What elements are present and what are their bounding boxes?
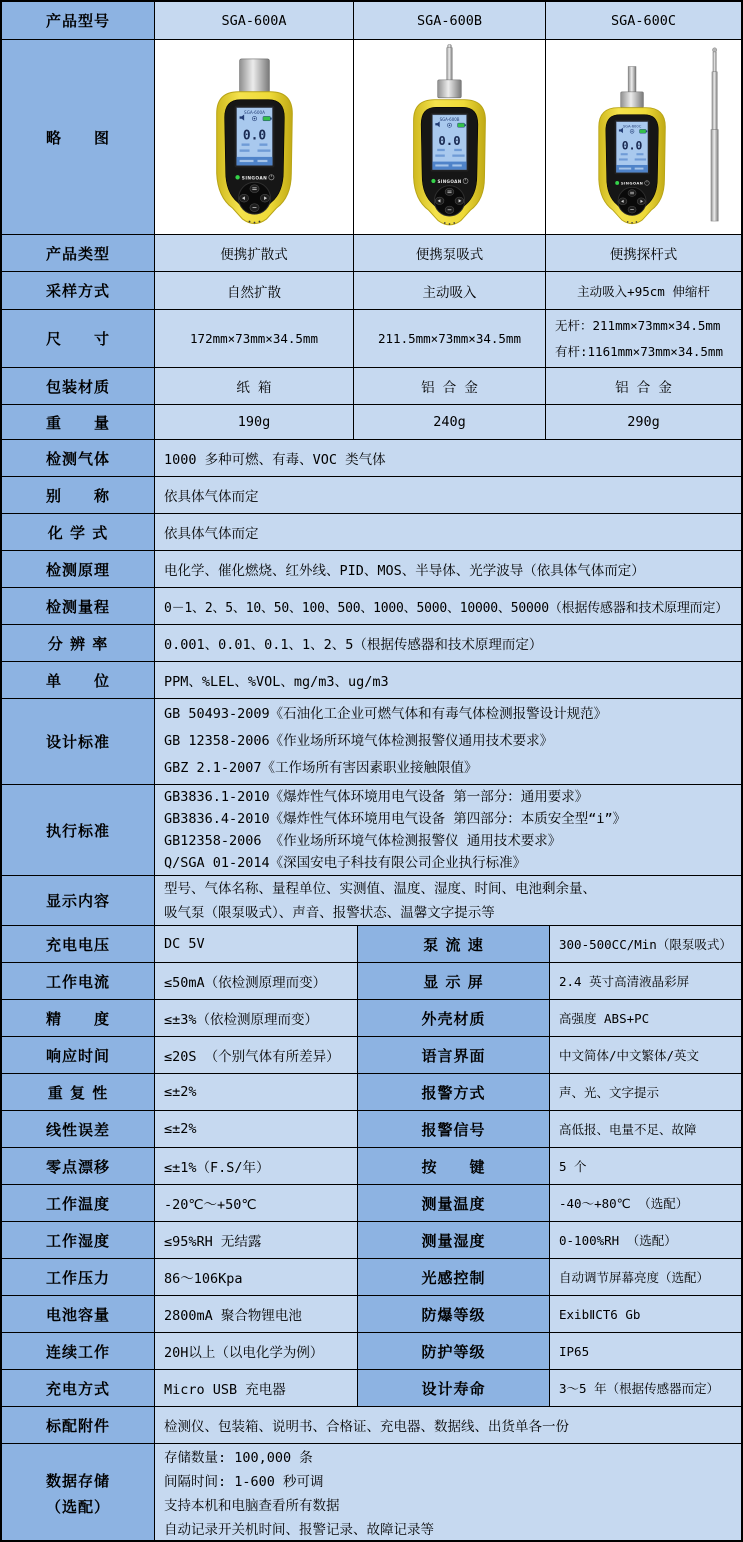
row-label: 显 示 屏: [358, 963, 550, 1000]
row-value: DC 5V: [155, 926, 358, 963]
row-label: 按 键: [358, 1148, 550, 1185]
row-label: 重 复 性: [2, 1074, 155, 1111]
table-row: [2, 1444, 741, 1542]
telescopic-rod: [711, 48, 718, 221]
storage-line: 间隔时间: 1-600 秒可调: [164, 1474, 324, 1490]
row-label: 光感控制: [358, 1259, 550, 1296]
row-label: 工作电流: [2, 963, 155, 1000]
row-value: ≤±2%: [155, 1074, 358, 1111]
battery-icon: [458, 123, 465, 127]
row-value: 铝 合 金: [354, 368, 546, 405]
row-label: 连续工作: [2, 1333, 155, 1370]
sketch-row: [2, 40, 741, 235]
table-row: [2, 1185, 741, 1222]
row-label: 泵 流 速: [358, 926, 550, 963]
row-label: 产品类型: [2, 235, 155, 272]
row-value: 纸 箱: [155, 368, 354, 405]
standard-line: GB12358-2006 《作业场所环境气体检测报警仪 通用技术要求》: [164, 833, 562, 849]
brand-text: SINGOAN: [241, 176, 268, 182]
row-label: 语言界面: [358, 1037, 550, 1074]
row-value: 中文简体/中文繁体/英文: [550, 1037, 741, 1074]
table-row: [2, 699, 741, 785]
header-row: [2, 2, 741, 40]
row-value: 86～106Kpa: [155, 1259, 358, 1296]
row-value: 211.5mm×73mm×34.5mm: [354, 310, 546, 368]
status-led: [235, 175, 239, 179]
brand-text: SINGOAN: [620, 180, 644, 186]
row-label: 设计标准: [2, 699, 155, 785]
row-value: 1000 多种可燃、有毒、VOC 类气体: [155, 440, 741, 477]
row-value: [155, 876, 741, 926]
row-value: ≤±1%（F.S/年）: [155, 1148, 358, 1185]
table-row: [2, 1333, 741, 1370]
table-row: [2, 1148, 741, 1185]
status-led: [431, 179, 435, 183]
row-value: 依具体气体而定: [155, 477, 741, 514]
table-row: [2, 1370, 741, 1407]
row-value: 依具体气体而定: [155, 514, 741, 551]
table-row: [2, 588, 741, 625]
table-row: [2, 1259, 741, 1296]
gas-detector-a-illustration: [155, 40, 353, 234]
size-with-rod: 有杆:1161mm×73mm×34.5mm: [555, 343, 723, 359]
row-value: [155, 699, 741, 785]
row-value: ExibⅡCT6 Gb: [550, 1296, 741, 1333]
row-label: 精 度: [2, 1000, 155, 1037]
row-label: 测量湿度: [358, 1222, 550, 1259]
row-label: 采样方式: [2, 272, 155, 310]
row-label: 报警方式: [358, 1074, 550, 1111]
model-name-a: SGA-600A: [155, 2, 354, 40]
row-value: ≤±2%: [155, 1111, 358, 1148]
table-row: [2, 1111, 741, 1148]
size-no-rod: 无杆：211mm×73mm×34.5mm: [555, 317, 721, 333]
table-row: [2, 963, 741, 1000]
row-label: [2, 1444, 155, 1542]
table-row: [2, 785, 741, 876]
row-value: 便携泵吸式: [354, 235, 546, 272]
table-row: [2, 477, 741, 514]
table-row: [2, 876, 741, 926]
row-label-line: （选配）: [45, 1498, 110, 1516]
row-value: [546, 310, 741, 368]
table-row: [2, 1222, 741, 1259]
standard-line: GBZ 2.1-2007《工作场所有害因素职业接触限值》: [164, 760, 478, 776]
table-row: [2, 440, 741, 477]
probe-tube: [628, 67, 636, 93]
model-name-b: SGA-600B: [354, 2, 546, 40]
row-value: 20H以上（以电化学为例）: [155, 1333, 358, 1370]
sensor-collar: [621, 92, 644, 108]
row-value: 300-500CC/Min（限泵吸式）: [550, 926, 741, 963]
status-led: [615, 181, 619, 185]
row-value: 172mm×73mm×34.5mm: [155, 310, 354, 368]
row-label: 单 位: [2, 662, 155, 699]
row-label: 防护等级: [358, 1333, 550, 1370]
row-label-sketch: 略 图: [2, 40, 155, 235]
row-value: 声、光、文字提示: [550, 1074, 741, 1111]
standard-line: GB 50493-2009《石油化工企业可燃气体和有毒气体检测报警设计规范》: [164, 706, 608, 722]
row-label: 响应时间: [2, 1037, 155, 1074]
row-label: 零点漂移: [2, 1148, 155, 1185]
row-value: 便携扩散式: [155, 235, 354, 272]
storage-line: 支持本机和电脑查看所有数据: [164, 1498, 340, 1514]
row-label: 尺 寸: [2, 310, 155, 368]
row-label: 充电方式: [2, 1370, 155, 1407]
screen-model-text: SGA-600B: [439, 116, 460, 122]
row-label: 电池容量: [2, 1296, 155, 1333]
row-label: 标配附件: [2, 1407, 155, 1444]
row-value: 3～5 年（根据传感器而定）: [550, 1370, 741, 1407]
row-label: 检测气体: [2, 440, 155, 477]
row-value: 主动吸入+95cm 伸缩杆: [546, 272, 741, 310]
row-value: -20℃～+50℃: [155, 1185, 358, 1222]
row-value: 自动调节屏幕亮度（选配）: [550, 1259, 741, 1296]
row-label: 执行标准: [2, 785, 155, 876]
device-image-c: [546, 40, 741, 235]
row-label: 工作湿度: [2, 1222, 155, 1259]
row-value: 主动吸入: [354, 272, 546, 310]
battery-icon: [640, 129, 647, 133]
storage-line: 存储数量: 100,000 条: [164, 1450, 313, 1466]
row-value: 5 个: [550, 1148, 741, 1185]
row-value: 高低报、电量不足、故障: [550, 1111, 741, 1148]
display-content-line: 型号、气体名称、量程单位、实测值、温度、湿度、时间、电池剩余量、: [164, 880, 596, 897]
row-label: 包装材质: [2, 368, 155, 405]
row-label: 设计寿命: [358, 1370, 550, 1407]
row-label: 外壳材质: [358, 1000, 550, 1037]
brand-text: SINGOAN: [437, 178, 462, 184]
row-label: 工作温度: [2, 1185, 155, 1222]
table-row: [2, 272, 741, 310]
standard-line: GB3836.1-2010《爆炸性气体环境用电气设备 第一部分：通用要求》: [164, 789, 589, 805]
device-image-b: [354, 40, 546, 235]
screen-reading: 0.0: [438, 134, 461, 149]
row-value: 2.4 英寸高清液晶彩屏: [550, 963, 741, 1000]
row-label: 线性误差: [2, 1111, 155, 1148]
display-content-line: 吸气泵（限泵吸式）、声音、报警状态、温馨文字提示等: [164, 904, 495, 921]
row-label-line: 数据存储: [45, 1472, 110, 1490]
table-row: [2, 625, 741, 662]
row-value: 铝 合 金: [546, 368, 741, 405]
row-value: 便携探杆式: [546, 235, 741, 272]
model-name-c: SGA-600C: [546, 2, 741, 40]
row-value: ≤20S （个别气体有所差异）: [155, 1037, 358, 1074]
table-row: [2, 1000, 741, 1037]
row-value: 0-100%RH （选配）: [550, 1222, 741, 1259]
screen-reading: 0.0: [621, 138, 643, 153]
row-value: 0.001、0.01、0.1、1、2、5（根据传感器和技术原理而定）: [155, 625, 741, 662]
row-value: Micro USB 充电器: [155, 1370, 358, 1407]
row-value: 190g: [155, 405, 354, 440]
row-value: 高强度 ABS+PC: [550, 1000, 741, 1037]
row-label: 测量温度: [358, 1185, 550, 1222]
row-value: 自然扩散: [155, 272, 354, 310]
gas-detector-b-illustration: [354, 40, 545, 234]
row-label: 别 称: [2, 477, 155, 514]
row-value: -40～+80℃ （选配）: [550, 1185, 741, 1222]
device-image-a: [155, 40, 354, 235]
row-value: 电化学、催化燃烧、红外线、PID、MOS、半导体、光学波导（依具体气体而定）: [155, 551, 741, 588]
row-label: 化 学 式: [2, 514, 155, 551]
standard-line: GB 12358-2006《作业场所环境气体检测报警仪通用技术要求》: [164, 733, 554, 749]
storage-line: 自动记录开关机时间、报警记录、故障记录等: [164, 1522, 434, 1538]
table-row: [2, 310, 741, 368]
standard-line: Q/SGA 01-2014《深国安电子科技有限公司企业执行标准》: [164, 855, 527, 871]
table-row: [2, 1074, 741, 1111]
table-row: [2, 926, 741, 963]
row-value: 290g: [546, 405, 741, 440]
row-label: 重 量: [2, 405, 155, 440]
probe-tube: [447, 48, 453, 81]
screen-reading: 0.0: [242, 128, 267, 144]
row-value: IP65: [550, 1333, 741, 1370]
row-label-product-model: 产品型号: [2, 2, 155, 40]
screen-model-text: SGA-600C: [622, 124, 642, 129]
table-row: [2, 551, 741, 588]
standard-line: GB3836.4-2010《爆炸性气体环境用电气设备 第四部分：本质安全型“i”》: [164, 811, 627, 827]
row-value: [155, 1444, 741, 1542]
table-row: [2, 514, 741, 551]
gas-detector-c-illustration: [546, 40, 741, 234]
table-row: [2, 235, 741, 272]
table-row: [2, 662, 741, 699]
row-value: ≤95%RH 无结露: [155, 1222, 358, 1259]
table-row: [2, 1296, 741, 1333]
row-label: 充电电压: [2, 926, 155, 963]
table-row: [2, 1407, 741, 1444]
row-label: 检测原理: [2, 551, 155, 588]
row-label: 报警信号: [358, 1111, 550, 1148]
row-label: 检测量程: [2, 588, 155, 625]
screen-model-text: SGA-600A: [244, 110, 265, 116]
row-label: 分 辨 率: [2, 625, 155, 662]
row-value: ≤±3%（依检测原理而变）: [155, 1000, 358, 1037]
row-value: [155, 785, 741, 876]
row-value: ≤50mA（依检测原理而变）: [155, 963, 358, 1000]
row-value: 检测仪、包装箱、说明书、合格证、充电器、数据线、出货单各一份: [155, 1407, 741, 1444]
table-row: [2, 1037, 741, 1074]
battery-icon: [263, 116, 270, 120]
row-value: 2800mA 聚合物锂电池: [155, 1296, 358, 1333]
row-value: 240g: [354, 405, 546, 440]
row-label: 防爆等级: [358, 1296, 550, 1333]
sensor-collar: [438, 80, 462, 98]
row-value: PPM、%LEL、%VOL、mg/m3、ug/m3: [155, 662, 741, 699]
table-row: [2, 368, 741, 405]
table-row: [2, 405, 741, 440]
row-label: 工作压力: [2, 1259, 155, 1296]
sensor-cap: [240, 59, 270, 93]
row-value: 0－1、2、5、10、50、100、500、1000、5000、10000、50000（根据传感器和技术原理而定）: [155, 588, 741, 625]
row-label: 显示内容: [2, 876, 155, 926]
